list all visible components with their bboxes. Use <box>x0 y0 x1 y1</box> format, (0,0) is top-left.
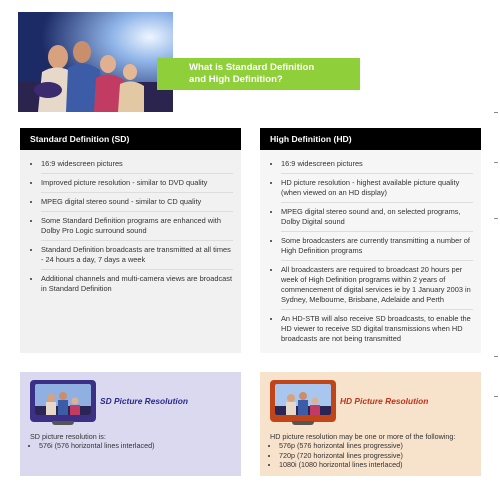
edge-mark <box>494 396 498 397</box>
hd-body <box>260 150 481 353</box>
list-item: • Some Standard Definition programs are enhanced with Dolby Pro Logic surround sound <box>41 216 233 241</box>
list-item: • Additional channels and multi-camera views are broadcast in Standard Definition <box>41 274 233 298</box>
hd-column <box>260 128 481 353</box>
hd-bullet-list <box>270 159 473 348</box>
list-item: • 16:9 widescreen pictures <box>281 159 473 174</box>
tv-stand <box>52 421 74 425</box>
list-item: • All broadcasters are required to broadcast 20 hours per week of High Definition programs within 2 years of commencement of digital services ie by 1 January 2003 in Sydney, Melbourne, Brisbane, Adelaide and Perth <box>281 265 473 310</box>
sd-body <box>20 150 241 353</box>
sd-resolution-intro: SD picture resolution is: <box>30 432 106 441</box>
list-item: • Some broadcasters are currently transmitting a number of High Definition programs <box>281 236 473 261</box>
tv-screen-image <box>275 384 331 415</box>
sd-resolution-text <box>30 432 233 451</box>
list-item: • 576i (576 horizontal lines interlaced) <box>39 441 233 450</box>
hd-resolution-list <box>270 441 473 469</box>
sd-resolution-list <box>30 441 233 450</box>
list-item: • MPEG digital stereo sound - similar to CD quality <box>41 197 233 212</box>
hd-resolution-intro: HD picture resolution may be one or more of the following: <box>270 432 456 441</box>
family-photo <box>18 12 173 112</box>
list-item: • Standard Definition broadcasts are transmitted at all times - 24 hours a day, 7 days a week <box>41 245 233 270</box>
hd-resolution-panel <box>260 372 481 476</box>
sd-column <box>20 128 241 353</box>
edge-mark <box>494 218 498 219</box>
list-item: • HD picture resolution - highest available picture quality (when viewed on an HD display) <box>281 178 473 203</box>
hd-resolution-title: HD Picture Resolution <box>340 396 429 406</box>
hd-header: High Definition (HD) <box>260 128 481 150</box>
list-item: • 720p (720 horizontal lines progressive) <box>279 451 473 460</box>
page-headline <box>157 58 360 90</box>
edge-mark <box>494 112 498 113</box>
sd-resolution-title: SD Picture Resolution <box>100 396 188 406</box>
sd-header: Standard Definition (SD) <box>20 128 241 150</box>
sd-resolution-panel <box>20 372 241 476</box>
list-item: • 1080i (1080 horizontal lines interlaced) <box>279 460 473 469</box>
tv-screen-image <box>35 384 91 415</box>
tv-icon <box>270 380 336 422</box>
list-item: • Improved picture resolution - similar to DVD quality <box>41 178 233 193</box>
headline-line-2: and High Definition? <box>189 74 283 85</box>
list-item: • 576p (576 horizontal lines progressive) <box>279 441 473 450</box>
sd-bullet-list <box>30 159 233 298</box>
list-item: • 16:9 widescreen pictures <box>41 159 233 174</box>
tv-stand <box>292 421 314 425</box>
tv-icon <box>30 380 96 422</box>
list-item: • MPEG digital stereo sound and, on selected programs, Dolby Digital sound <box>281 207 473 232</box>
hd-resolution-text <box>270 432 473 470</box>
edge-mark <box>494 356 498 357</box>
list-item: • An HD-STB will also receive SD broadcasts, to enable the HD viewer to receive SD digital transmissions when HD broadcasts are not being transmitted <box>281 314 473 348</box>
edge-mark <box>494 162 498 163</box>
headline-line-1: What is Standard Definition <box>189 62 315 73</box>
